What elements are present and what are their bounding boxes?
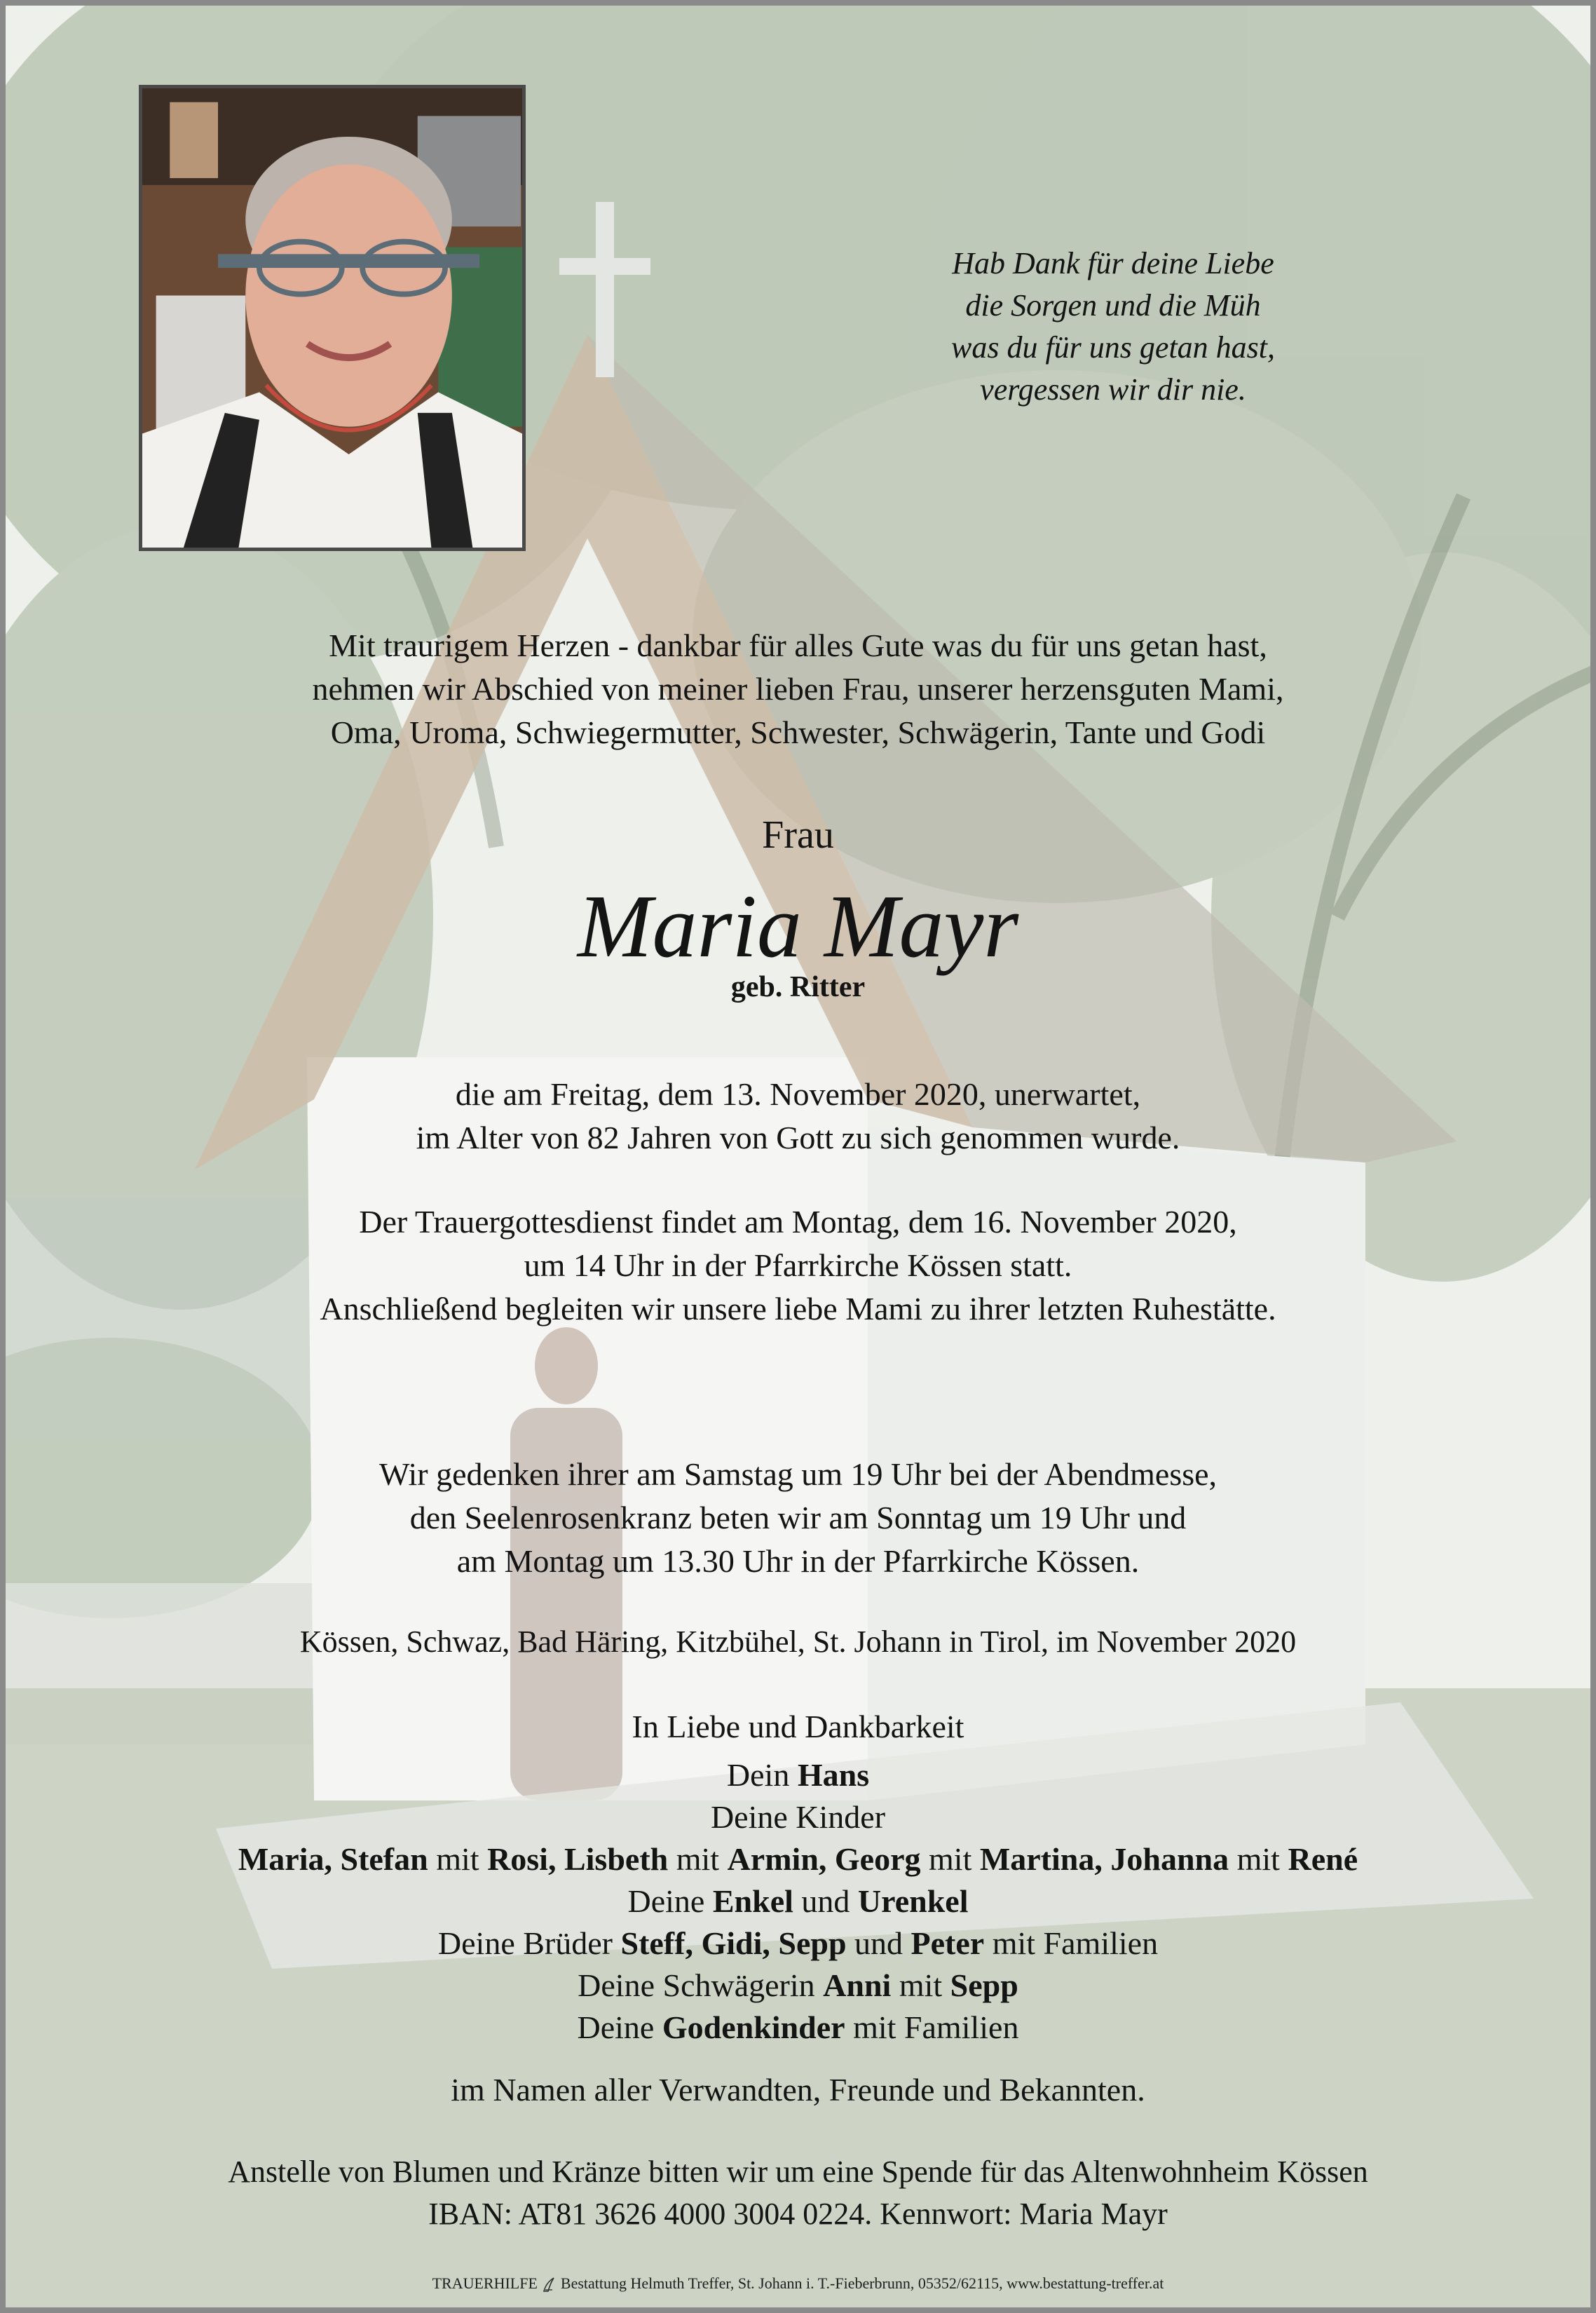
connector: und: [846, 1925, 911, 1961]
connector: mit: [668, 1841, 728, 1877]
suffix: mit Familien: [984, 1925, 1159, 1961]
funeral-service: [6, 1200, 1590, 1331]
memorial-line: Wir gedenken ihrer am Samstag um 19 Uhr bei der Abendmesse,: [378, 1456, 1218, 1492]
service-line: um 14 Uhr in der Pfarrkirche Kössen statt.: [524, 1247, 1072, 1283]
quote-line: die Sorgen und die Müh: [965, 288, 1261, 323]
quote-line: vergessen wir dir nie.: [980, 372, 1246, 407]
quote-line: Hab Dank für deine Liebe: [952, 246, 1274, 280]
child-name: Armin, Georg: [727, 1841, 921, 1877]
connector: und: [793, 1883, 858, 1919]
child-name: René: [1288, 1841, 1358, 1877]
sister-in-law-line: [6, 1965, 1590, 2007]
prefix: Deine: [627, 1883, 713, 1919]
prefix: Deine: [577, 2009, 662, 2045]
suffix: mit Familien: [845, 2009, 1019, 2045]
memorial-line: am Montag um 13.30 Uhr in der Pfarrkirche Kössen.: [456, 1543, 1140, 1579]
brothers-line: [6, 1922, 1590, 1965]
husband-name: Hans: [797, 1757, 870, 1793]
portrait-illustration: [142, 88, 522, 548]
child-name: Martina, Johanna: [979, 1841, 1229, 1877]
portrait-photo: [139, 85, 526, 551]
connector: mit: [428, 1841, 488, 1877]
places-and-date: Kössen, Schwaz, Bad Häring, Kitzbühel, St. Johann in Tirol, im November 2020: [299, 1624, 1297, 1659]
brother-names: Steff, Gidi, Sepp: [620, 1925, 847, 1961]
footer-brand: TRAUERHILFE: [432, 2274, 538, 2292]
footer: [6, 2273, 1590, 2294]
death-line: im Alter von 82 Jahren von Gott zu sich genommen wurde.: [416, 1120, 1180, 1155]
memorial-quote: [875, 243, 1351, 411]
service-line: Anschließend begleiten wir unsere liebe Mami zu ihrer letzten Ruhestätte.: [320, 1291, 1276, 1327]
mourners-list: [6, 1754, 1590, 2049]
prefix: Deine Schwägerin: [578, 1967, 824, 2003]
grandchildren-line: [6, 1880, 1590, 1922]
iban-line: IBAN: AT81 3626 4000 3004 0224. Kennwort: Maria Mayr: [428, 2197, 1168, 2231]
connector: mit: [1229, 1841, 1288, 1877]
husband-prefix: Dein: [726, 1757, 798, 1793]
donation-line: Anstelle von Blumen und Kränze bitten wir um eine Spende für das Altenwohnheim Kössen: [228, 2155, 1368, 2189]
husband-line: [6, 1754, 1590, 1796]
great-grandchildren: Urenkel: [857, 1883, 969, 1919]
salutation: Frau: [762, 813, 834, 857]
death-line: die am Freitag, dem 13. November 2020, unerwartet,: [455, 1076, 1141, 1112]
quote-line: was du für uns getan hast,: [950, 330, 1276, 365]
intro-line: nehmen wir Abschied von meiner lieben Frau, unserer herzensguten Mami,: [312, 671, 1284, 707]
godchildren-line: [6, 2007, 1590, 2049]
dove-icon: [541, 2276, 557, 2294]
children-label: Deine Kinder: [710, 1799, 886, 1835]
death-notice: [6, 1073, 1590, 1160]
relatives-line: im Namen aller Verwandten, Freunde und Bekannten.: [451, 2072, 1145, 2108]
footer-text: Bestattung Helmuth Treffer, St. Johann i. T.-Fieberbrunn, 05352/62115, www.bestattung-treffer.at: [560, 2274, 1164, 2292]
sister-in-law-name: Anni: [823, 1967, 892, 2003]
donation-request: [6, 2151, 1590, 2235]
closing-phrase: In Liebe und Dankbarkeit: [632, 1709, 964, 1744]
memorial-masses: [6, 1453, 1590, 1583]
partner-name: Sepp: [950, 1967, 1018, 2003]
connector: mit: [891, 1967, 950, 2003]
deceased-name: Maria Mayr: [577, 876, 1019, 976]
grandchildren: Enkel: [712, 1883, 793, 1919]
memorial-line: den Seelenrosenkranz beten wir am Sonntag um 19 Uhr und: [409, 1500, 1187, 1535]
intro-text: [6, 624, 1590, 754]
child-name: Maria, Stefan: [238, 1841, 428, 1877]
connector: mit: [920, 1841, 980, 1877]
children-line: [6, 1838, 1590, 1880]
brother-name: Peter: [910, 1925, 985, 1961]
prefix: Deine Brüder: [437, 1925, 621, 1961]
intro-line: Oma, Uroma, Schwiegermutter, Schwester, Schwägerin, Tante und Godi: [330, 714, 1266, 750]
godchildren: Godenkinder: [662, 2009, 845, 2045]
intro-line: Mit traurigem Herzen - dankbar für alles Gute was du für uns getan hast,: [329, 628, 1267, 663]
child-name: Rosi, Lisbeth: [487, 1841, 669, 1877]
service-line: Der Trauergottesdienst findet am Montag, dem 16. November 2020,: [359, 1204, 1237, 1240]
maiden-name: geb. Ritter: [730, 971, 866, 1003]
